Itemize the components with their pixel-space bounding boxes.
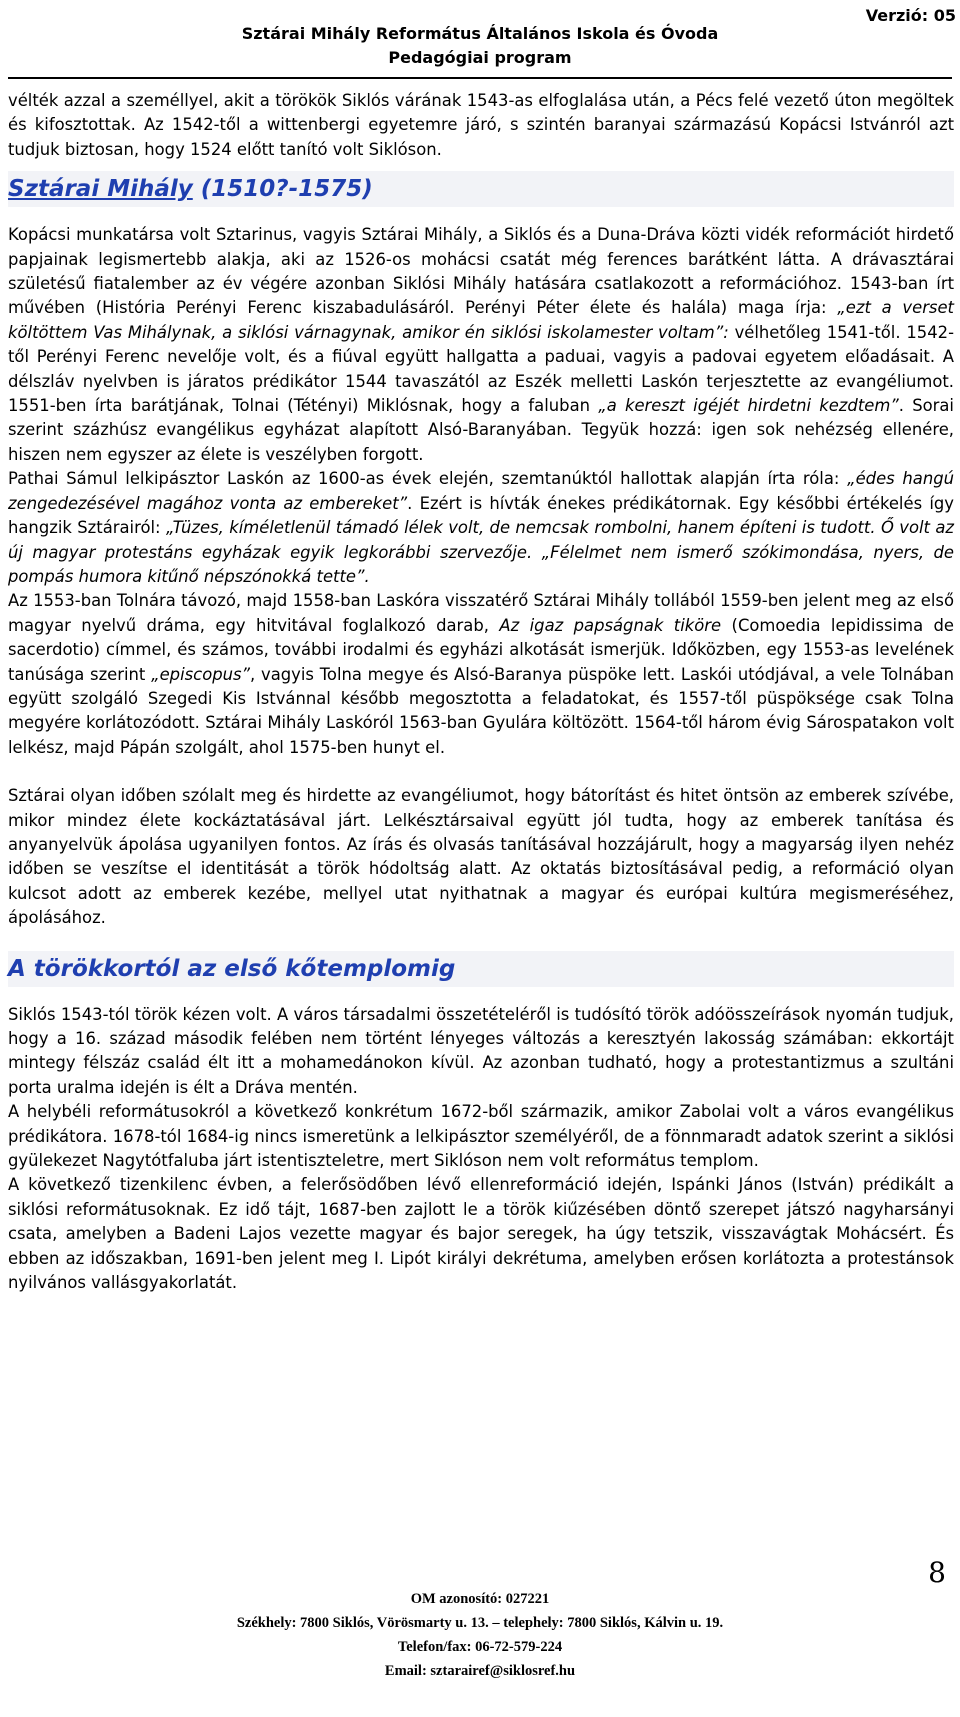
header-rule: [8, 77, 952, 79]
footer-email: Email: sztarairef@siklosref.hu: [384, 1663, 576, 1679]
heading-name: Sztárai Mihály: [8, 176, 193, 203]
text-span: (Comoedia lepidissima de sacerdotio) címmel, és számos, további irodalmi és egyházi alkotását ismerjük. Időközben, egy 1553-as levelének tanúsága szerint: [8, 615, 955, 684]
text-span: . Sorai szerint százhúsz evangélikus egyházat alapított Alsó-Baranyában. Tegyük hozzá: igen sok nehézség ellenére, hiszen nem egyszer az élete is veszélyben forgott.: [8, 396, 954, 464]
quote-text: „episcopus”: [151, 664, 251, 684]
paragraph-biography: [8, 223, 954, 467]
text-span: Az 1553-ban Tolnára távozó, majd 1558-ban Laskóra visszatérő Sztárai Mihály tollából 1559-ben jelent meg az első magyar nyelvű dráma, egy hitvitával foglalkozó darab,: [8, 591, 954, 635]
quote-text: „ezt a verset költöttem Vas Mihálynak, a siklósi várnagynak, amikor én siklósi iskolamester voltam”:: [8, 298, 954, 342]
paragraph-siklos: Siklós 1543-tól török kézen volt. A város társadalmi összetételéről is tudósító török adóösszeírások nyomán tudjuk, hogy a 16. század második felében nem történt lényeges változás a keresztyén lakosság számában: ekkortájt mintegy félszáz család élt itt a mohamedánokon kívül. Az azonban tudható, hogy a protestantizmus a szultáni porta uralma idején is élt a Dráva mentén.: [8, 1004, 954, 1097]
footer-address: Székhely: 7800 Siklós, Vörösmarty u. 13. – telephely: 7800 Siklós, Kálvin u. 19.: [236, 1615, 724, 1631]
paragraph-legacy: Sztárai olyan időben szólalt meg és hirdette az evangéliumot, hogy bátorítást és hitet öntsön az emberek szívébe, mikor mindez élete kockáztatásával járt. Lelkésztársaival együtt jól tudta, hogy az emberek tanítása és anyanyelvük ápolása ugyanilyen fontos. Az írás és olvasás tanításával hozzájárult, hogy a magyarság ilyen nehéz időben se veszítse el identitását a török hódoltság alatt. Az oktatás biztosításával pedig, a reformáció olyan kulcsot adott az emberek kezébe, mellyel utat nyithatnak a magyar és európai kultúra megismeréséhez, ápolásához.: [8, 786, 954, 928]
section-heading-torokkor: A törökkortól az első kőtemplomig: [8, 951, 954, 987]
paragraph-intro: vélték azzal a személlyel, akit a törökök Siklós várának 1543-as elfoglalása után, a Pécs felé vezető úton megöltek és kifosztottak. Az 1542-től a wittenbergi egyetemre járó, s szintén baranyai származású Kopácsi Istvánról azt tudjuk biztosan, hogy 1524 előtt tanító volt Siklóson.: [8, 91, 954, 159]
page-number: 8: [928, 1556, 946, 1589]
document-title: Pedagógiai program: [388, 48, 572, 67]
work-title: Az igaz papságnak tiköre: [499, 615, 722, 635]
page-body: [8, 89, 954, 1295]
text-span: Pathai Sámul lelkipásztor Laskón az 1600-as évek elején, szemtanúktól hallottak alapján írta róla:: [8, 469, 848, 489]
text-span: . Ezért is hívták énekes prédikátornak. Egy későbbi értékelés így hangzik Sztárairól:: [8, 493, 954, 538]
footer-phone: Telefon/fax: 06-72-579-224: [397, 1639, 563, 1655]
paragraph-pathai: [8, 467, 954, 589]
paragraph-ellenreformacio: A következő tizenkilenc évben, a felerősödőben lévő ellenreformáció idején, Ispánki János (István) prédikált a siklósi reformátusoknak. Ez idő tájt, 1687-ben zajlott le a török kiűzésében döntő szerepet játszó nagyharsányi csata, amelyben a Badeni Lajos vezette magyar és bajor seregek, ha úgy tetszik, visszavágtak Mohácsért. És ebben az időszakban, 1691-ben jelent meg I. Lipót királyi dekrétuma, amelyben erősen korlátozta a protestánsok nyilvános vallásgyakorlatát.: [8, 1175, 954, 1293]
paragraph-works: [8, 589, 954, 760]
section-heading-sztarai: [8, 171, 954, 207]
quote-text: „Tüzes, kíméletlenül támadó lélek volt, de nemcsak rombolni, hanem építeni is tudott. Ő volt az új magyar protestáns egyházak egyik legkorábbi szervezője. „Félelmet nem ismerő szókimondása, nyers, de pompás humora kitűnő népszónokká tette”.: [8, 518, 954, 586]
quote-text: „a kereszt igéjét hirdetni kezdtem”: [598, 396, 899, 416]
version-label: Verzió: 05: [865, 6, 956, 25]
text-span: vélhetőleg 1541-től. 1542-től Perényi Ferenc nevelője volt, és a fiúval együtt hallgatta a paduai, vagyis a padovai egyetem előadásait. A délszláv nyelvben is járatos prédikátor 1544 tavaszától az Eszék melletti Laskón terjesztette az evangéliumot. 1551-ben írta barátjának, Tolnai (Tétényi) Miklósnak, hogy a faluban: [8, 322, 955, 416]
paragraph-reformatusok: A helybéli reformátusokról a következő konkrétum 1672-ből származik, amikor Zabolai volt a város evangélikus prédikátora. 1678-tól 1684-ig nincs ismeretünk a lelkipásztor személyéről, de a fönnmaradt adatok szerint a siklósi gyülekezet Nagytótfaluba járt istentiszteletre, mert Siklóson nem volt református templom.: [8, 1102, 954, 1171]
heading-years: (1510?-1575): [192, 176, 373, 203]
text-span: Kopácsi munkatársa volt Sztarinus, vagyis Sztárai Mihály, a Siklós és a Duna-Dráva közti vidék reformációt hirdető papjainak legismertebb alakja, aki az 1526-os mohácsi csatát még ferences barátként látta. A drávasztárai születésű fiatalember az év végére azonban Siklósi Mihály hatására csatlakozott a reformációhoz. 1543-ban írt művében (História Perényi Ferenc kiszabadulásáról. Perényi Péter élete és halála) maga írja:: [8, 225, 954, 318]
footer-om-id: OM azonosító: 027221: [410, 1591, 550, 1607]
school-name: Sztárai Mihály Református Általános Iskola és Óvoda: [241, 24, 719, 43]
quote-text: „édes hangú zengedezésével magához vonta az embereket”: [8, 469, 954, 513]
text-span: , vagyis Tolna megye és Alsó-Baranya püspöke lett. Laskói utódjával, a vele Tolnában együtt szolgáló Szegedi Kis Istvánnal később megosztotta a feladatokat, és 1557-től püspöksége csak Tolna megyére korlátozódott. Sztárai Mihály Laskóról 1563-ban Gyulára költözött. 1564-től három évig Sárospatakon volt lelkész, majd Pápán szolgált, ahol 1575-ben hunyt el.: [8, 664, 954, 757]
